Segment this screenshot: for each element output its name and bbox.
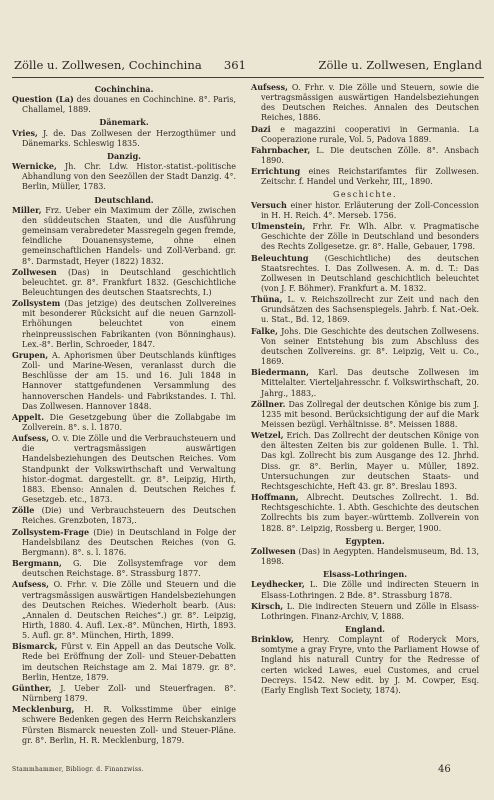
entry-heading: Wetzel, xyxy=(251,430,284,441)
entry-text: des douanes en Cochinchine. 8°. Paris, Challamel, 1889. xyxy=(22,95,236,115)
entry-text: O. v. Die Zölle und die Verbrauchsteuern und die vertragsmässigen auswärtigen Handelsbeziehungen des Deutschen Reiches. Vom Standpunkt der Volkswirthschaft und Verwaltung histor.-dogmat. dargestellt. gr. 8°. Leipzig, Hirth, 1883. Ebenso: Annalen d. Deutschen Reiches f. Gesetzgeb. etc., 1873. xyxy=(22,434,236,505)
entry-text: Jh. Chr. Ldw. Histor.-statist.-politische Abhandlung von den Seezöllen der Stadt Danzig. 4°. Berlin, Müller, 1783. xyxy=(22,162,236,192)
section-heading: Danzig. xyxy=(107,150,141,161)
section-heading: Geschichte. xyxy=(332,189,398,199)
bibliography-entry xyxy=(12,558,236,579)
bibliography-entry xyxy=(251,399,479,430)
entry-text: O. Frhr. v. Die Zölle und Steuern, sowie die vertragsmässigen auswärtigen Handelsbeziehungen des Deutschen Reiches. Annalen des Deutschen Reiches, 1886. xyxy=(261,83,479,123)
bibliography-entry xyxy=(12,128,236,149)
entry-heading: Aufsess, xyxy=(12,579,49,590)
bibliography-entry xyxy=(251,326,479,368)
header-right: Zölle u. Zollwesen, England xyxy=(318,58,482,72)
bibliography-entry xyxy=(251,601,479,622)
entry-text: Erich. Das Zollrecht der deutschen Könige von den ältesten Zeiten bis zur goldenen Bulle. 1. Thl. Das kgl. Zollrecht bis zum Ausgange des 12. Jhrhd. Diss. gr. 8°. Berlin, Mayer u. Müller, 1892. Untersuchungen zur deutschen Staats- und Rechtsgeschichte, Heft 43. gr. 8°. Breslau 1893. xyxy=(261,431,479,491)
bibliography-entry xyxy=(12,579,236,641)
entry-text: L. Die Zölle und indirecten Steuern in Elsass-Lothringen. 2 Bde. 8°. Strassburg 1878. xyxy=(261,580,479,600)
entry-text: e magazzini cooperativi in Germania. La Cooperazione rurale, Vol. 5, Padova 1889. xyxy=(261,124,479,144)
section-heading: England. xyxy=(345,623,385,634)
entry-heading: Mecklenburg, xyxy=(12,704,75,715)
entry-heading: Beleuchtung xyxy=(251,252,309,263)
entry-text: (Das) in Deutschland geschichtlich beleuchtet. gr. 8°. Frankfurt 1832. (Geschichtliche Beleuchtungen des deutschen Staatsrechts, I.) xyxy=(22,267,236,297)
entry-heading: Zollsystem-Frage xyxy=(12,526,90,537)
entry-text: Frhr. Fr. Wlh. Albr. v. Pragmatische Geschichte der Zölle in Deutschland und besonders des Rechts Zollgesetze. gr. 8°. Halle, Gebauer, 1798. xyxy=(261,222,479,252)
section-heading: Cochinchina. xyxy=(94,84,154,94)
entry-text: Frz. Ueber ein Maximum der Zölle, zwischen den süddeutschen Staaten, und die Ausführung gemeinsam verabredeter Massregeln gegen fremde, feindliche Douanensysteme, ohne einen gemeinschaftlichen Handels- und Zoll-Verband. gr. 8°. Darmstadt, Heyer (1822) 1832. xyxy=(22,205,236,266)
entry-text: eines Reichstarifamtes für Zollwesen. Zeitschr. f. Handel und Verkehr, III,, 1890. xyxy=(261,167,479,187)
section-heading: Dänemark. xyxy=(99,117,149,128)
entry-text: O. Frhr. v. Die Zölle und Steuern und die vertragsmässigen auswärtigen Handelsbeziehungen des Deutschen Reiches. Wiederholt bearb. (Aus: „Annalen d. Deutschen Reiches“.) gr. 8°. Leipzig, Hirth, 1880. 4. Aufl. Lex.-8°. München, Hirth, 1893. 5. Aufl. gr. 8°. München, Hirth, 1899. xyxy=(22,580,236,641)
entry-text: L. Die indirecten Steuern und Zölle in Elsass-Lothringen. Finanz-Archiv, V, 1888. xyxy=(261,601,479,621)
entry-text: H. R. Volksstimme über einige schwere Bedenken gegen des Herrn Reichskanzlers Fürsten Bismarck neuesten Zoll- und Steuer-Pläne. gr. 8°. Berlin, H. R. Mecklenburg, 1879. xyxy=(22,705,236,745)
bibliography-entry xyxy=(12,205,236,267)
entry-text: (Die) in Deutschland in Folge der Handelsbilanz des Deutschen Reiches (von G. Bergmann). 8°. s. l. 1876. xyxy=(22,527,236,557)
entry-text: Die Gesetzgebung über die Zollabgabe im Zollverein. 8°. s. l. 1870. xyxy=(22,412,236,432)
bibliography-entry xyxy=(12,94,236,115)
left-column xyxy=(12,82,236,746)
sheet-signature: 46 xyxy=(438,764,451,775)
right-column xyxy=(251,82,479,696)
entry-text: Albrecht. Deutsches Zollrecht. 1. Bd. Rechtsgeschichte. 1. Abth. Geschichte des deutschen Zollrechts bis zum bayer.-württemb. Zollverein von 1828. 8°. Leipzig, Rossberg u. Berger, 1900. xyxy=(261,493,479,533)
entry-heading: Zollwesen xyxy=(12,266,57,277)
entry-heading: Dazi xyxy=(251,123,271,134)
entry-heading: Günther, xyxy=(12,682,52,693)
bibliography-entry xyxy=(12,505,236,526)
entry-heading: Aufsess, xyxy=(251,82,288,92)
entry-heading: Brinklow, xyxy=(251,634,294,645)
entry-heading: Biedermann, xyxy=(251,367,309,378)
entry-text: J. Ueber Zoll- und Steuerfragen. 8°. Nürnberg 1879. xyxy=(22,683,236,704)
entry-heading: Bergmann, xyxy=(12,558,62,569)
entry-text: einer histor. Erläuterung der Zoll-Concession in H. H. Reich. 4°. Merseb. 1756. xyxy=(261,200,479,220)
entry-heading: Zollwesen xyxy=(251,545,296,556)
bibliography-entry xyxy=(251,124,479,145)
bibliography-entry xyxy=(12,412,236,433)
bibliography-entry xyxy=(12,683,236,704)
entry-heading: Ulmenstein, xyxy=(251,221,306,232)
entry-heading: Fahrnbacher, xyxy=(251,144,311,155)
bibliography-entry xyxy=(251,546,479,567)
section-heading: Deutschland. xyxy=(94,194,154,205)
entry-text: Henry. Complaynt of Roderyck Mors, somtyme a gray Fryre, vnto the Parliament Howse of Ingland his naturall Cuntry for the Redresse of certen wicked Lawes, euel Customes, and cruel Decreys. 1542. New edit. by J. M. Cowper, Esq. (Early English Text Society, 1874). xyxy=(261,635,479,695)
bibliography-entry xyxy=(251,221,479,252)
section-heading: Elsass-Lothringen. xyxy=(323,569,407,580)
entry-heading: Vries, xyxy=(12,127,38,138)
bibliography-entry xyxy=(12,641,236,683)
entry-text: (Die) und Verbrauchsteuern des Deutschen Reiches. Grenzboten, 1873,. xyxy=(22,506,236,526)
bibliography-entry xyxy=(251,200,479,221)
entry-text: (Geschichtliche) des deutschen Staatsrechtes. I. Das Zollwesen. A. m. d. T.: Das Zollwesen in Deutschland geschichtlich beleuchtet (von J. F. Böhmer). Frankfurt a. M. 1832. xyxy=(261,253,479,293)
header-left: Zölle u. Zollwesen, Cochinchina xyxy=(14,58,202,72)
entry-heading: Question (La) xyxy=(12,94,74,105)
entry-text: (Das) in Aegypten. Handelsmuseum, Bd. 13, 1898. xyxy=(261,546,479,567)
entry-text: Karl. Das deutsche Zollwesen im Mittelalter. Vierteljahresschr. f. Volkswirthschaft, 20. Jahrg., 1883,. xyxy=(261,368,479,398)
entry-text: (Das jetzige) des deutschen Zollvereines mit besonderer Rücksicht auf die neuen Garnzoll-Erhöhungen beleuchtet von einem rheinpreussischen Fabrikanten (von Bönninghaus). Lex.-8°. Berlin, Schroeder, 1847. xyxy=(22,299,236,349)
entry-heading: Bismarck, xyxy=(12,641,58,652)
entry-heading: Zölle xyxy=(12,505,35,516)
footer-note: Stammhammer, Bibliogr. d. Finanzwiss. xyxy=(12,766,144,773)
entry-text: L. Die deutschen Zölle. 8°. Ansbach 1890. xyxy=(261,145,479,166)
entry-heading: Zöllner. xyxy=(251,398,286,409)
entry-heading: Grupen, xyxy=(12,349,49,360)
entry-heading: Errichtung xyxy=(251,166,301,177)
bibliography-entry xyxy=(251,430,479,492)
bibliography-entry xyxy=(251,166,479,187)
bibliography-entry xyxy=(251,294,479,325)
entry-heading: Zollsystem xyxy=(12,298,61,309)
entry-heading: Falke, xyxy=(251,325,278,336)
page-number: 361 xyxy=(223,58,247,72)
entry-heading: Leydhecker, xyxy=(251,579,305,590)
bibliography-entry xyxy=(12,527,236,558)
bibliography-entry xyxy=(251,634,479,696)
entry-text: G. Die Zollsystemfrage vor dem deutschen Reichstage. 8°. Strassburg 1877. xyxy=(22,559,236,579)
bibliography-entry xyxy=(251,145,479,166)
entry-text: Johs. Die Geschichte des deutschen Zollwesens. Von seiner Entstehung bis zum Abschluss des deutschen Zollvereins. gr. 8°. Leipzig, Veit u. Co., 1869. xyxy=(261,326,479,367)
bibliography-entry xyxy=(251,492,479,534)
entry-heading: Kirsch, xyxy=(251,600,284,611)
bibliography-entry xyxy=(251,367,479,398)
entry-text: J. de. Das Zollwesen der Herzogthümer und Dänemarks. Schleswig 1835. xyxy=(22,128,236,148)
bibliography-entry xyxy=(12,161,236,192)
entry-heading: Thüna, xyxy=(251,294,283,305)
entry-heading: Hoffmann, xyxy=(251,492,299,503)
entry-heading: Miller, xyxy=(12,204,42,215)
bibliography-entry xyxy=(12,298,236,350)
entry-heading: Aufsess, xyxy=(12,433,49,444)
bibliography-entry xyxy=(12,350,236,412)
entry-text: L. v. Reichszollrecht zur Zeit und nach den Grundsätzen des Sachsenspiegels. Jahrb. f. Nat.-Oek. u. Stat., Bd. 12, 1869. xyxy=(261,295,479,325)
section-heading: Egypten. xyxy=(345,535,385,546)
bibliography-entry xyxy=(251,579,479,600)
bibliography-entry xyxy=(251,82,479,124)
bibliography-entry xyxy=(12,433,236,505)
entry-text: Fürst v. Ein Appell an das Deutsche Volk. Rede bei Eröffnung der Zoll- und Steuer-Debatten im deutschen Reichstage am 2. Mai 1879. gr. 8°. Berlin, Hentze, 1879. xyxy=(22,642,236,682)
bibliography-entry xyxy=(12,267,236,298)
header-rule xyxy=(12,77,484,78)
entry-heading: Wernicke, xyxy=(12,161,57,172)
bibliography-entry xyxy=(251,253,479,295)
entry-text: Das Zollregal der deutschen Könige bis zum J. 1235 mit besond. Berücksichtigung der auf die Mark Meissen bezügl. Verhältnisse. 8°. Meissen 1888. xyxy=(261,399,479,429)
entry-text: A. Aphorismen über Deutschlands künftiges Zoll- und Marine-Wesen, veranlasst durch die Beschlüsse der am 15. und 16. Juli 1848 in Hannover stattgefundenen Versammlung des hannoverschen Handels- und Fabrikstandes. I. Thl. Das Zollwesen. Hannover 1848. xyxy=(22,350,236,411)
entry-heading: Appelt. xyxy=(12,411,45,422)
entry-heading: Versuch xyxy=(251,199,287,210)
bibliography-entry xyxy=(12,704,236,746)
